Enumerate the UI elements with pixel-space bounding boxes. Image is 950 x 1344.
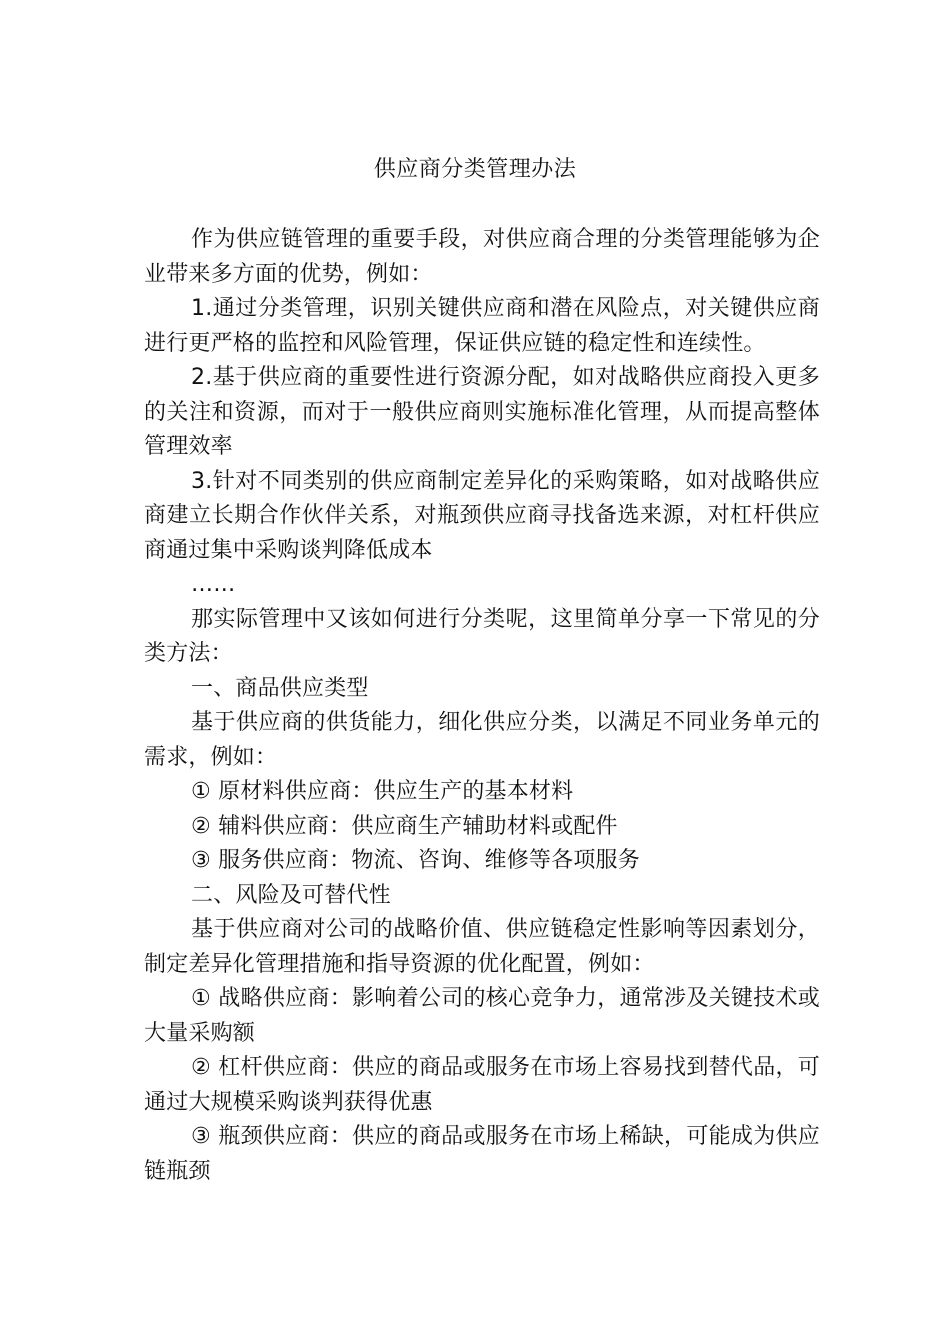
list-item-service: ③ 服务供应商：物流、咨询、维修等各项服务 bbox=[191, 848, 640, 873]
document-body bbox=[144, 223, 820, 1189]
paragraph-advantage-1: 1.通过分类管理，识别关键供应商和潜在风险点，对关键供应商进行更严格的监控和风险管理，保证供应链的稳定性和连续性。 bbox=[144, 296, 820, 356]
section-heading-supply-type: 一、商品供应类型 bbox=[191, 675, 369, 701]
paragraph-ellipsis: …… bbox=[191, 572, 236, 597]
paragraph-method-intro: 那实际管理中又该如何进行分类呢，这里简单分享一下常见的分类方法： bbox=[144, 606, 820, 666]
list-item-raw-material: ① 原材料供应商：供应生产的基本材料 bbox=[191, 779, 574, 804]
list-item-strategic: ① 战略供应商：影响着公司的核心竞争力，通常涉及关键技术或大量采购额 bbox=[144, 986, 820, 1046]
section-heading-risk: 二、风险及可替代性 bbox=[191, 882, 391, 908]
list-item-leverage: ② 杠杆供应商：供应的商品或服务在市场上容易找到替代品，可通过大规模采购谈判获得优惠 bbox=[144, 1055, 820, 1115]
list-item-auxiliary: ② 辅料供应商：供应商生产辅助材料或配件 bbox=[191, 813, 618, 839]
paragraph-supply-type-desc: 基于供应商的供货能力，细化供应分类，以满足不同业务单元的需求，例如： bbox=[144, 710, 820, 770]
paragraph-intro: 作为供应链管理的重要手段，对供应商合理的分类管理能够为企业带来多方面的优势，例如： bbox=[144, 227, 820, 287]
paragraph-advantage-3: 3.针对不同类别的供应商制定差异化的采购策略，如对战略供应商建立长期合作伙伴关系，对瓶颈供应商寻找备选来源，对杠杆供应商通过集中采购谈判降低成本 bbox=[144, 468, 820, 563]
paragraph-risk-desc: 基于供应商对公司的战略价值、供应链稳定性影响等因素划分，制定差异化管理措施和指导资源的优化配置，例如： bbox=[144, 917, 820, 977]
list-item-bottleneck: ③ 瓶颈供应商：供应的商品或服务在市场上稀缺，可能成为供应链瓶颈 bbox=[144, 1124, 820, 1184]
document-title: 供应商分类管理办法 bbox=[373, 157, 577, 182]
paragraph-advantage-2: 2.基于供应商的重要性进行资源分配，如对战略供应商投入更多的关注和资源，而对于一般供应商则实施标准化管理，从而提高整体管理效率 bbox=[144, 365, 820, 459]
